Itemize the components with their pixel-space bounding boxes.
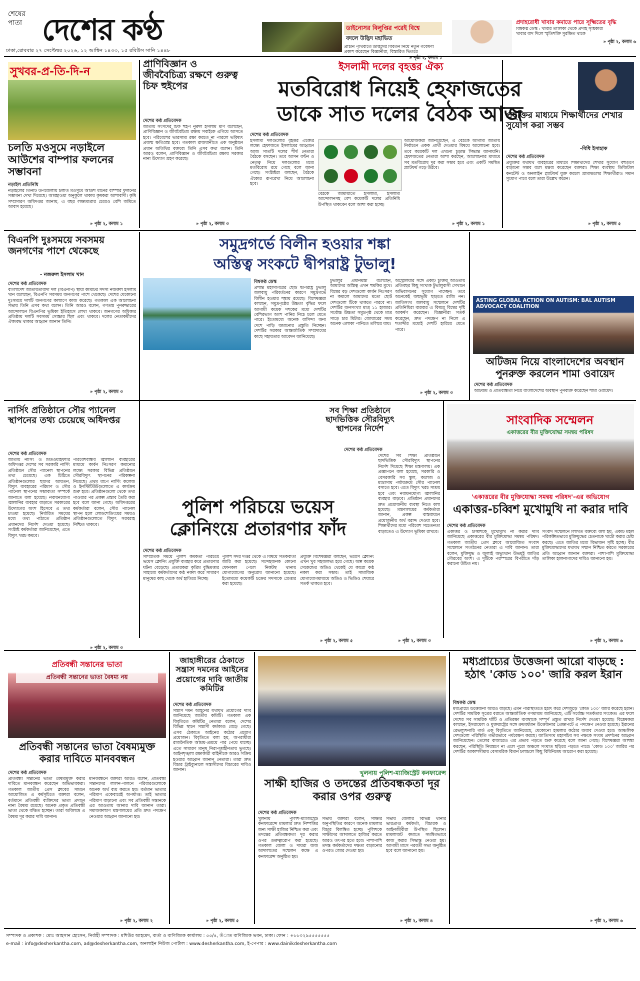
portrait-photo <box>578 62 634 110</box>
police-body-2: পুলিশ সদর দপ্তর থেকে এ বিষয়ে সতর্কবার্তা জারি করা হয়েছে। সন্দেহজনক কোনো ফোনকল পেলে নিকটস্থ থানায় যোগাযোগের অনুরোধ জানানো হয়েছে। ইতোমধ্যে কয়েকটি চক্রের সদস্যকে গ্রেপ্তার করা হয়েছে। <box>222 555 296 588</box>
police-body-3: প্রযুক্তি বিশেষজ্ঞরা বলছেন, ভয়েস ক্লোনিং এখন খুব সহজলভ্য হয়ে গেছে। অল্প কয়েক সেকেন্ডের অডিও থেকেই যে কারো কণ্ঠ নকল করা সম্ভব। তাই সামাজিক যোগাযোগমাধ্যমে অডিও ও ভিডিও শেয়ারে সতর্ক থাকতে হবে। <box>300 555 374 588</box>
sangbadik-sub-banner: একাত্তরের বীর মুক্তিযোদ্ধা সমন্বয় পরিষদ <box>506 430 594 436</box>
paddy-field-photo <box>8 80 136 140</box>
disability-banner-2: প্রতিবন্ধী সন্তানের ভাতা বৈষম্য নয় <box>16 672 158 683</box>
sangbadik-banner: সাংবাদিক সম্মেলন <box>506 413 594 427</box>
nursing-body: জাতীয় নার্সিং ও মিডওয়াইফারি অধিদপ্তর দেশের সব সরকারি নার্সিং প্রতিষ্ঠানে সৌর প্যানেল স্থাপনের তথ্য চেয়েছে। এক চিঠিতে প্রতিষ্ঠানগুলোর ছাদের আয়তন, বিদ্যুৎ ব্যবহারের পরিমাণ ও সৌর প্যানেল স্থাপনের সম্ভাব্যতা সম্পর্কে জানাতে বলা হয়েছে। নবায়নযোগ্য জ্বালানির ব্যবহার বাড়াতে সরকারের উদ্যোগের অংশ হিসেবে এ তথ্য চাওয়া হয়েছে। নির্ধারিত সময়ের মধ্যে তথ্য পাঠাতে প্রতিষ্ঠান প্রধানদের নির্দেশ দেওয়া হয়েছে। সংশ্লিষ্ট কর্মকর্তারা জানিয়েছেন, এতে বিদ্যুৎ খরচ কমবে। <box>8 458 70 539</box>
projukti-divider <box>502 60 503 228</box>
shukhobor-byline: নড়াইল প্রতিনিধি <box>8 183 39 188</box>
sangbadik-divider <box>443 400 444 638</box>
witness-caption: খুলনায় পুলিশ-ম্যাজিস্ট্রেট কনফারেন্স <box>359 770 446 777</box>
disability-more[interactable]: » পৃষ্ঠা ২, কলাম ২ <box>120 919 153 924</box>
projukti-byline: দেশের কণ্ঠ প্রতিবেদক <box>506 155 545 160</box>
projukti-body: প্রযুক্তির যথাযথ ব্যবহারের মাধ্যমে শিক্ষার্থীদের শেখার সুযোগ বহুগুণে বাড়ানো সম্ভব বলে মন্তব্য করেছেন বক্তারা। শিক্ষা ব্যবস্থায় ডিজিটাল কনটেন্ট ও অনলাইন প্ল্যাটফর্ম যুক্ত করলে গ্রামাঞ্চলের শিক্ষার্থীরাও সমান সুযোগ পাবে বলে তারা উল্লেখ করেন। <box>506 161 634 183</box>
disability-byline: দেশের কণ্ঠ প্রতিবেদক <box>8 771 47 776</box>
promo-box <box>344 22 442 61</box>
prani-headline[interactable]: প্রাণিবিজ্ঞান ও জীববৈচিত্র্য রক্ষণে গুরুত্ব চিফ হুইপের <box>143 59 238 92</box>
bnp-quote-by: - নজরুল ইসলাম খান <box>40 272 84 278</box>
lead-headline-1[interactable]: মতবিরোধ নিয়েই হেফাজতের <box>278 77 522 101</box>
autism-byline: দেশের কণ্ঠ প্রতিবেদক <box>474 383 513 388</box>
sangbadik-headline[interactable]: একাত্তর-চব্বিশ মুখোমুখি না করার দাবি <box>453 502 628 516</box>
party-logos-graphic <box>318 139 402 191</box>
shukhobor-more[interactable]: » পৃষ্ঠা ২, কলাম ১ <box>90 222 123 227</box>
disability-headline[interactable]: প্রতিবন্ধী সন্তানের ভাতা বৈষম্যমুক্ত করার দাবিতে মানববন্ধন <box>18 742 156 765</box>
witness-body-3: সভায় জেলার বিভিন্ন থানার ভারপ্রাপ্ত কর্মকর্তা, বিচারক ও আইনজীবীরা উপস্থিত ছিলেন। মামলাজট কমাতে সমন্বিতভাবে কাজ করার সিদ্ধান্ত নেওয়া হয়। আগামী মাসে পরবর্তী সভা অনুষ্ঠিত হবে বলে জানানো হয়। <box>386 817 446 855</box>
right-promo-more[interactable]: » পৃষ্ঠা ২, কলাম ৬ <box>603 40 636 45</box>
island-photo <box>143 278 251 350</box>
lead-body-2: বৈঠকে জামায়াতে ইসলামী, ইসলামী আন্দোলনসহ বেশ কয়েকটি দলের প্রতিনিধি উপস্থিত থাকবেন বলে আশা করা হচ্ছে। <box>318 192 400 208</box>
jabir-headline[interactable]: জাহাঙ্গীরের ঠেকাতে সন্ত্রাস দমনের আইনের প্রয়োগের দাবি জাতীয় কমিটির <box>175 655 249 694</box>
footer-rule <box>4 928 636 929</box>
bnp-byline: দেশের কণ্ঠ প্রতিবেদক <box>8 282 47 287</box>
right-promo-box <box>516 20 636 54</box>
promo-title: ডাইনোসর বিলুপ্তির পরেই বিশ্বে <box>344 22 442 35</box>
police-more[interactable]: » পৃষ্ঠা ২, কলাম ৫ <box>320 639 353 644</box>
khulna-conference-photo <box>258 656 446 766</box>
prani-byline: দেশের কণ্ঠ প্রতিবেদক <box>143 119 182 124</box>
nursing-headline[interactable]: নার্সিং প্রতিষ্ঠানে সৌর প্যানেল স্থাপনের তথ্য চেয়েছে অধিদপ্তর <box>8 406 121 427</box>
nursing-top-rule <box>4 400 138 401</box>
solar-more[interactable]: » পৃষ্ঠা ২, কলাম ৩ <box>398 639 431 644</box>
jabir-divider <box>169 652 170 924</box>
sangbadik-kicker: 'একাত্তরের বীর মুক্তিযোদ্ধা সমন্বয় পরিষদ'-এর অভিযোগ <box>471 494 610 501</box>
lead-body-1: ইসলামী দলগুলোর বৃহত্তর ঐক্যের লক্ষ্যে হেফাজতে ইসলামের আহ্বানে আজ সাতটি দলের শীর্ষ নেতারা বৈঠকে বসছেন। তবে আসন বণ্টন ও নেতৃত্ব নিয়ে দলগুলোর মধ্যে মতবিরোধ রয়ে গেছে বলে জানা গেছে। সংশ্লিষ্টরা বলছেন, বৈঠকে ঐক্যের রূপরেখা নিয়ে আলোচনা হবে। <box>250 139 314 188</box>
iran-more[interactable]: » পৃষ্ঠা ২, কলাম ৬ <box>590 919 623 924</box>
projukti-more[interactable]: » পৃষ্ঠা ২, কলাম ৫ <box>588 222 621 227</box>
shukhobor-body: নড়াইলের তিনটি উপজেলায় চলতি মওসুমে আউশ ধানের বাম্পার ফলনের সম্ভাবনা দেখা দিয়েছে। আবহাওয়া অনুকূলে থাকায় কৃষকরা আশাবাদী। কৃষি সম্প্রসারণ অধিদপ্তর জানায়, এ বছর লক্ষ্যমাত্রার চেয়েও বেশি জমিতে আবাদ হয়েছে। <box>8 189 136 211</box>
footer-line-2: e-mail : info@desherkantha.com, ad@desherkantha.com, অনলাইন নিউজ পোর্টাল : www.desherkantha.com, ই-পেপার : www.dainikdesherkantha.com <box>6 942 337 947</box>
nursing-body-2: পরিবেশবান্ধব জ্বালানি ব্যবহারের মাধ্যমে কার্বন নিঃসরণ কমানোর লক্ষ্যে সরকার বিভিন্ন প্রতিষ্ঠানে সৌরবিদ্যুৎ স্থাপনের পরিকল্পনা নিয়েছে। প্রথম ধাপে নার্সিং কলেজ ও ইনস্টিটিউটগুলোতে এ কার্যক্রম শুরু হবে। প্রতিষ্ঠানগুলো থেকে তথ্য পাওয়ার পর প্রকল্প প্রস্তাব তৈরি করা হবে বলে জানা গেছে। অধিদপ্তরের কর্মকর্তারা বলেন, সৌর প্যানেল স্থাপন হলে লোডশেডিংয়ের সময়ও প্রতিষ্ঠানগুলোতে বিদ্যুৎ সরবরাহ নিশ্চিত থাকবে। <box>73 458 135 528</box>
autism-headline[interactable]: অটিজম নিয়ে বাংলাদেশের অবস্থান পুনরুক্ত করলেন শামা ওবায়েদ <box>485 357 625 380</box>
autism-banner: ASTING GLOBAL ACTION ON AUTISM: BAL AUTISM ADVOCACY COALITION <box>476 298 616 311</box>
iran-byline: বিশ্বকণ্ঠ ডেস্ক <box>453 701 476 706</box>
row1-rule <box>4 230 636 231</box>
solar-headline[interactable]: সব শিক্ষা প্রতিষ্ঠানে ছাদভিত্তিক সৌরবিদ্যুৎ স্থাপনের নির্দেশ <box>325 406 395 434</box>
masthead-logo: দেশের কণ্ঠ <box>42 13 163 48</box>
sangbadik-more[interactable]: » পৃষ্ঠা ২, কলাম ৬ <box>590 639 623 644</box>
tuvalu-body-1: প্রশান্ত মহাসাগরের ছোট দ্বীপরাষ্ট্র টুভালু জলবায়ু পরিবর্তনের কারণে সমুদ্রগর্ভে বিলীন হওয়ার শঙ্কায় রয়েছে। বিশেষজ্ঞরা বলছেন, সমুদ্রপৃষ্ঠের উচ্চতা বৃদ্ধির ফলে আগামী কয়েক দশকের মধ্যে দেশটির বেশিরভাগ অংশ পানির নিচে চলে যেতে পারে। ইতোমধ্যে অনেক বাসিন্দা অন্য দেশে পাড়ি জমানোর প্রস্তুতি নিচ্ছেন। দেশটির সরকার আন্তর্জাতিক সম্প্রদায়ের কাছে সহায়তার আবেদন জানিয়েছে। <box>254 286 326 340</box>
row2-rule <box>138 400 636 401</box>
masthead-rule <box>4 56 636 57</box>
autism-divider <box>469 232 470 400</box>
sangbadik-body-2: সংবাদ সম্মেলনে লিখিত বক্তব্যে বলা হয়, একটি মহল পরিকল্পিতভাবে মুক্তিযুদ্ধের চেতনাকে খাটো করার চেষ্টা করছে। এতে জাতির মধ্যে বিভাজন সৃষ্টি হচ্ছে। বীর মুক্তিযোদ্ধাদের যথাযথ সম্মান নিশ্চিত করতে সরকারের প্রতি আহ্বান জানান বক্তারা। পাশাপাশি মুক্তিযোদ্ধা তালিকা হালনাগাদের দাবিও জানানো হয়। <box>542 530 634 563</box>
disability-body-1: প্রতিবন্ধী সন্তানের ভাতা বৈষম্যমুক্ত করার দাবিতে মানববন্ধন করেছেন অভিভাবকরা। গতকাল জাতীয় প্রেস ক্লাবের সামনে আয়োজিত এ কর্মসূচিতে বক্তারা বলেন, বর্তমানে প্রতিবন্ধী ব্যক্তিদের ভাতা প্রদানে নানা বৈষম্য রয়েছে। অনেক প্রকৃত প্রতিবন্ধী ভাতা থেকে বঞ্চিত হচ্ছেন। তারা অবিলম্বে এ বৈষম্য দূর করার দাবি জানান। <box>8 777 85 820</box>
police-byline: দেশের কণ্ঠ প্রতিবেদক <box>143 549 182 554</box>
prani-body: জাতীয় সংসদের চিফ হুইপ নুরুল ইসলাম মণি বলেছেন, প্রাণিবিজ্ঞান ও জীববৈচিত্র্য রক্ষায় সবাইকে এগিয়ে আসতে হবে। পরিবেশের ভারসাম্য রক্ষা করতে না পারলে ভবিষ্যৎ প্রজন্ম ক্ষতিগ্রস্ত হবে। গতকাল রাজধানীতে এক অনুষ্ঠানে প্রধান অতিথির বক্তব্যে তিনি এসব কথা বলেন। তিনি আরও বলেন, প্রাণিবিজ্ঞান ও জীববৈচিত্র্য রক্ষায় সরকার নানা উদ্যোগ গ্রহণ করেছে। <box>143 125 243 163</box>
prani-more[interactable]: » পৃষ্ঠা ২, কলাম ৩ <box>196 222 229 227</box>
iran-body: মধ্যপ্রাচ্যে উত্তেজনা আরও বাড়ছে। এমন পরিস্থিতিতে হঠাৎ করে দেশজুড়ে 'কোড ১০০' জারি করেছে ইরান। দেশটির সামরিক সূত্রের বরাতে আন্তর্জাতিক গণমাধ্যম জানিয়েছে, এটি সর্বোচ্চ সতর্কতার সংকেত। এর ফলে দেশের সব সামরিক ঘাঁটি ও প্রতিরক্ষা ব্যবস্থাকে সম্পূর্ণ প্রস্তুত রাখার নির্দেশ দেওয়া হয়েছে। বিশ্লেষকরা বলছেন, ইসরায়েল ও যুক্তরাষ্ট্রের সঙ্গে ক্রমবর্ধমান উত্তেজনার প্রেক্ষাপটে এ পদক্ষেপ নেওয়া হয়েছে। ইরানের রেভল্যুশনারি গার্ড এক বিবৃতিতে জানিয়েছে, যেকোনো হামলার কঠোর জবাব দেওয়া হবে। আঞ্চলিক দেশগুলো পরিস্থিতি গভীরভাবে পর্যবেক্ষণ করছে। জাতিসংঘ মহাসচিব সব পক্ষকে সংযম প্রদর্শনের আহ্বান জানিয়েছেন। তেলের বাজারেও এর প্রভাব পড়তে শুরু করেছে বলে জানা গেছে। বিশেষজ্ঞরা আশঙ্কা করছেন, পরিস্থিতি নিয়ন্ত্রণে না এলে পুরো অঞ্চলে সংঘাত ছড়িয়ে পড়তে পারে। 'কোড ১০০' জারির পর দেশটির আকাশসীমায় বেসামরিক বিমান চলাচলে কিছু বিধিনিষেধ আরোপ করা হয়েছে। <box>453 707 634 756</box>
promo-text: প্রাচীন পৃথিবীতে উদ্ভিদের বিবর্তন নিয়ে নতুন গবেষণা প্রকাশ করেছেন বিজ্ঞানীরা, বিস্তারিত ভিতরে <box>344 45 434 55</box>
right-promo-title: প্রদাহরোধী খাবার কমাতে পারে সূক্ষ্মিতের বৃদ্ধি <box>516 20 617 26</box>
party-logos-icon <box>319 140 401 190</box>
witness-body-1: খুলনায় পুলিশ-ম্যাজিস্ট্রেট কনফারেন্সে মামলার দ্রুত নিষ্পত্তির জন্য সাক্ষী হাজির নিশ্চিত করা এবং তদন্তের প্রতিবন্ধকতা দূর করার ওপর গুরুত্বারোপ করা হয়েছে। গতকাল জেলা ও দায়রা জজ আদালতের সম্মেলন কক্ষে এ কনফারেন্স অনুষ্ঠিত হয়। <box>258 817 318 860</box>
tuvalu-more[interactable]: » পৃষ্ঠা ২, কলাম ৩ <box>420 391 453 396</box>
tuvalu-divider-left <box>139 232 140 400</box>
solar-byline: দেশের কণ্ঠ প্রতিবেদক <box>344 448 383 453</box>
nursing-more[interactable]: » পৃষ্ঠা ২, কলাম ৩ <box>90 646 123 651</box>
lead-more[interactable]: » পৃষ্ঠা ২, কলাম ১ <box>452 222 485 227</box>
lead-headline-2[interactable]: ডাকে সাত দলের বৈঠক আজ <box>277 102 523 126</box>
witness-more[interactable]: » পৃষ্ঠা ২, কলাম ৪ <box>400 919 433 924</box>
promo-sub: বদলে উদ্ভিদ মহাভিত <box>346 36 393 42</box>
sangbadik-byline: দেশের কণ্ঠ প্রতিবেদক <box>447 524 486 529</box>
woman-photo <box>452 20 512 54</box>
police-headline-1[interactable]: পুলিশ পরিচয়ে ভয়েস <box>182 497 334 518</box>
tuvalu-body-3: অস্ট্রেলিয়ার সঙ্গে একটি চুক্তির আওতায় প্রতিবছর কিছু সংখ্যক টুভালুবাসী সেখানে অভিবাসনের সুযোগ পাচ্ছেন। তবে অনেকেই জন্মভূমি ছাড়তে রাজি নন। জাতিসংঘ জলবায়ু সম্মেলনে দেশটির প্রতিনিধিরা বারবার এ বিষয়ে বিশ্বের দৃষ্টি আকর্ষণ করেছেন। বিজ্ঞানীরা সতর্ক করেছেন, দ্রুত পদক্ষেপ না নিলে এ শতাব্দীর মধ্যেই দেশটি হারিয়ে যেতে পারে। <box>395 279 465 333</box>
witness-byline: দেশের কণ্ঠ প্রতিবেদক <box>258 811 297 816</box>
police-body-1: সাম্প্রতিক সময়ে পুলিশ কর্মকর্তা পরিচয়ে ভয়েস ক্লোনিং প্রযুক্তি ব্যবহার করে প্রতারণার ঘটনা বেড়েছে। প্রতারকরা কৃত্রিম বুদ্ধিমত্তার সাহায্যে কর্মকর্তাদের কণ্ঠ নকল করে সাধারণ মানুষের কাছ থেকে অর্থ হাতিয়ে নিচ্ছে। <box>143 555 219 582</box>
dinosaur-photo <box>262 22 342 52</box>
disability-banner-1: প্রতিবন্ধী সন্তানের ভাতা <box>16 660 158 672</box>
shukhobor-headline[interactable]: চলতি মওসুমে নড়াইলে আউশের বাম্পার ফলনের সম্ভাবনা <box>8 142 114 179</box>
jabir-byline: দেশের কণ্ঠ প্রতিবেদক <box>173 703 212 708</box>
iran-headline[interactable]: মধ্যপ্রাচ্যের উত্তেজনা আরো বাড়ছে : হঠাৎ 'কোড ১০০' জারি করল ইরান <box>462 655 625 681</box>
sangbadik-body-1: একাত্তর ও চব্বিশকে মুখোমুখি না করার দাবি জানিয়েছে একাত্তরের বীর মুক্তিযোদ্ধা সমন্বয় পরিষদ। গতকাল জাতীয় প্রেস ক্লাবে আয়োজিত সংবাদ সম্মেলনে সংগঠনের নেতারা এ দাবি জানান। তারা বলেন, মুক্তিযুদ্ধ ও জুলাই অভ্যুত্থান উভয়ই জাতির গৌরবের অংশ। এ দুটিকে পরস্পরের বিপরীতে দাঁড় করানো উচিত নয়। <box>447 530 539 568</box>
tuvalu-headline-1[interactable]: সমুদ্রগর্ভে বিলীন হওয়ার শঙ্কা <box>219 235 391 253</box>
projukti-quote-by: -বিধি ইসাহাক <box>580 146 608 152</box>
promo-more[interactable]: » পৃষ্ঠা ২, কলাম ১ <box>409 56 442 61</box>
witness-body-2: সভায় বক্তারা বলেন, সাক্ষীর অনুপস্থিতির কারণে অনেক মামলার বিচার বিলম্বিত হচ্ছে। পুলিশকে সাক্ষীদের আদালতে হাজির করতে আরও তৎপর হতে হবে। পাশাপাশি তদন্ত কর্মকর্তাদের দক্ষতা বাড়ানোর ওপরও জোর দেওয়া হয়। <box>322 817 382 855</box>
autism-body: অটিজম ও প্রতিবন্ধিতা নিয়ে বাংলাদেশের অবস্থান পুনর্ব্যক্ত করেছেন শামা ওবায়েদ। <box>474 389 614 394</box>
lead-kicker: ইসলামী দলের বৃহত্তর ঐক্য <box>338 62 444 73</box>
masthead <box>6 8 246 48</box>
projukti-headline[interactable]: প্রযুক্তির মাধ্যমে শিক্ষার্থীদের শেখার সুযোগ করা সম্ভব <box>506 111 623 131</box>
shukhobor-logo: সুখবর-প্র-তি-দি-ন <box>8 62 132 83</box>
dateline: ঢাকা,রোববার ২৭ সেপ্টেম্বর ২০২৬, ১২ আশ্বিন ১৪৩৩, ১৫ রবিউস সানি ১৪৪৮ <box>6 48 171 54</box>
disability-body-2: মানববন্ধনে বক্তারা আরও বলেন, প্রতিবন্ধী সন্তানদের লালন-পালনে পরিবারগুলোকে অনেক অর্থ ব্যয় করতে হয়। বর্তমান ভাতার পরিমাণ একেবারেই অপর্যাপ্ত। তাই ভাতার পরিমাণ বাড়ানো এবং সব প্রতিবন্ধী সন্তানকে এর আওতায় আনার দাবি জানান তারা। সমাজকল্যাণ মন্ত্রণালয়ের প্রতি দ্রুত পদক্ষেপ নেওয়ার আহ্বান জানানো হয়। <box>89 777 166 820</box>
iran-divider <box>449 652 450 924</box>
logo-small: শেষের পাতা <box>8 10 26 27</box>
jabir-body: সন্ত্রাস দমন আইনের যথাযথ প্রয়োগের দাবি জানিয়েছে জাতীয় কমিটি। গতকাল এক বিবৃতিতে কমিটির নেতারা বলেন, দেশের বিভিন্ন স্থানে সন্ত্রাসী কর্মকাণ্ড বেড়ে গেছে। এসব ঠেকাতে আইনের কঠোর প্রয়োগ প্রয়োজন। বিবৃতিতে বলা হয়, অপরাধীরা রাজনৈতিক আশ্রয়-প্রশ্রয়ে পার পেয়ে যাচ্ছে। এতে সাধারণ মানুষ নিরাপত্তাহীনতায় ভুগছে। আইনশৃঙ্খলা রক্ষাকারী বাহিনীকে আরও সক্রিয় হওয়ার আহ্বান জানান নেতারা। তারা দ্রুত বিচার ট্রাইব্যুনালে সন্ত্রাসীদের বিচারের দাবিও জানান। <box>173 709 251 774</box>
solar-body: দেশের সব শিক্ষা প্রতিষ্ঠানে ছাদভিত্তিক সৌরবিদ্যুৎ স্থাপনের নির্দেশ দিয়েছে শিক্ষা মন্ত্রণালয়। এক প্রজ্ঞাপনে বলা হয়েছে, সরকারি ও বেসরকারি সব স্কুল, কলেজ ও মাদ্রাসায় পর্যায়ক্রমে সৌর প্যানেল বসাতে হবে। এতে বিদ্যুৎ খরচ সাশ্রয় হবে এবং নবায়নযোগ্য জ্বালানির ব্যবহার বাড়বে। প্রতিষ্ঠান প্রধানদের দ্রুত প্রয়োজনীয় ব্যবস্থা নিতে বলা হয়েছে। মন্ত্রণালয়ের কর্মকর্তারা জানান, প্রকল্প বাস্তবায়নে প্রয়োজনীয় অর্থ বরাদ্দ দেওয়া হবে। শিক্ষার্থীদের মধ্যে পরিবেশ সচেতনতা বাড়াতেও এ উদ্যোগ ভূমিকা রাখবে। <box>378 454 440 535</box>
witness-headline[interactable]: সাক্ষী হাজির ও তদন্তের প্রতিবন্ধকতা দূর করার ওপর গুরুত্ব <box>264 777 440 803</box>
bnp-headline[interactable]: বিএনপি দুঃসময়ে সবসময় জনগণের পাশে থেকেছে <box>8 235 105 257</box>
nursing-byline: দেশের কণ্ঠ প্রতিবেদক <box>8 452 47 457</box>
tuvalu-byline: বিশ্বকণ্ঠ ডেস্ক <box>254 280 277 285</box>
right-promo-text: বিশ্বকণ্ঠ ডেস্ক : খাবার তালিকা থেকে প্রদাহ সৃষ্টিকারী খাবার বাদ দিলে স্মৃতিশক্তি সুরক্ষিত থাকে <box>516 27 604 38</box>
prani-divider <box>139 60 140 228</box>
footer-line-1: সম্পাদক ও প্রকাশক : মোঃ আহসান হোসেন, নির্বাহী সম্পাদক : মশিউর আহমেদ, বার্তা ও বাণিজ্যিক কার্যালয় : ৫৫/৪, তঁাত বাণিজ্যিক ভবন, ঢাকা। ফোন : +৮৮০২৯৫৫৫৫৫৫৫ <box>6 934 330 939</box>
bnp-body: বাংলাদেশ জাতীয়তাবাদী দল (বিএনপি) স্থায়ী কমিটির সদস্য নজরুল ইসলাম খান বলেছেন, বিএনপি সবসময় জনগণের পাশে থেকেছে। দেশের যেকোনো দুঃসময়ে দলটি জনগণের কল্যাণে কাজ করেছে। গতকাল এক আলোচনা সভায় তিনি এসব কথা বলেন। তিনি আরও বলেন, গণতন্ত্র পুনরুদ্ধারের আন্দোলনে বিএনপির ভূমিকা ইতিহাসে লেখা থাকবে। জনগণের অধিকার প্রতিষ্ঠায় দলটি সবসময় সোচ্চার ছিল এবং থাকবে। দলের নেতাকর্মীদের ঐক্যবদ্ধ থাকার আহ্বান জানান তিনি। <box>8 288 136 326</box>
lead-byline: দেশের কণ্ঠ প্রতিবেদক <box>250 133 289 138</box>
row3-rule <box>4 650 636 651</box>
tuvalu-headline-2[interactable]: অস্তিত্ব সংকটে দ্বীপরাষ্ট্র টুভালু! <box>213 255 397 273</box>
witness-divider <box>254 652 255 924</box>
tuvalu-body-2: টুভালুর প্রধানমন্ত্রী বলেছেন, আমাদের অস্তিত্ব এখন হুমকির মুখে। বিশ্বের বড় দেশগুলো কার্বন নিঃসরণ না কমালে আমাদের মতো ছোট দেশগুলো টিকে থাকতে পারবে না। দেশটির জনসংখ্যা মাত্র ১১ হাজার। সর্বোচ্চ উচ্চতা সমুদ্রপৃষ্ঠ থেকে মাত্র সাড়ে চার মিটার। জোয়ারের সময় অনেক এলাকা পানিতে তলিয়ে যায়। <box>330 279 392 328</box>
lead-body-3: আয়োজকরা জানিয়েছেন, এ বৈঠকে আগামী জাতীয় নির্বাচনে একক প্রার্থী দেওয়ার বিষয়ে আলোচনা হবে। তবে কয়েকটি দল এখনো চূড়ান্ত সিদ্ধান্ত জানায়নি। হেফাজতের নেতারা আশা করছেন, আলোচনার মাধ্যমে সব মতবিরোধ দূর করা সম্ভব হবে এবং একটি সমন্বিত প্ল্যাটফর্ম গড়ে উঠবে। <box>404 139 500 172</box>
police-divider <box>139 400 140 638</box>
jabir-more[interactable]: » পৃষ্ঠা ২, কলাম ৫ <box>206 919 239 924</box>
bnp-more[interactable]: » পৃষ্ঠা ২, কলাম ৩ <box>90 390 123 395</box>
police-headline-2[interactable]: ক্লোনিংয়ে প্রতারণার ফাঁদ <box>169 519 347 540</box>
